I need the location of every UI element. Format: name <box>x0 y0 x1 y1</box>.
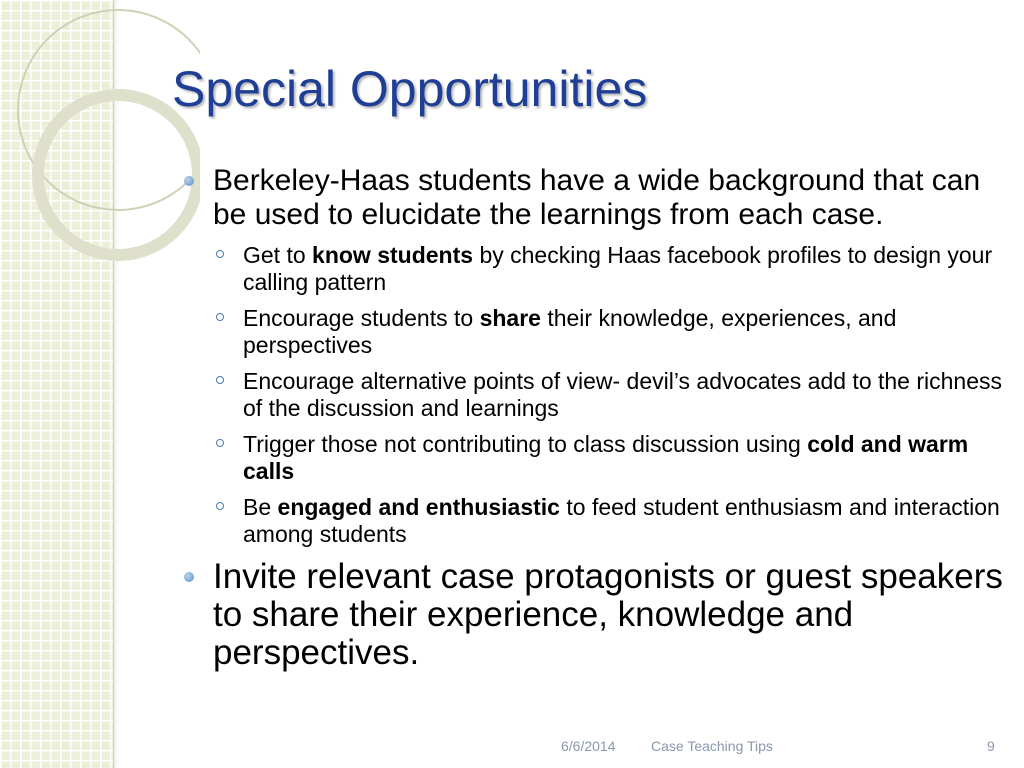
sub-bullet-emphasis: engaged and enthusiastic <box>277 494 560 520</box>
sub-bullet-emphasis: cold and warm calls <box>243 431 969 484</box>
bullet-item <box>184 558 1004 672</box>
sub-bullet-text: Encourage alternative points of view- devil’s advocates add to the richness of the discussion and learnings <box>243 368 1003 421</box>
ring-bullet-icon <box>216 313 224 321</box>
sub-bullet-text: to feed student enthusiasm and interaction among students <box>243 494 1000 547</box>
sub-bullet-text: Be <box>243 494 278 520</box>
sub-bullet-item <box>184 305 1004 359</box>
decorative-arcs <box>0 0 200 320</box>
sub-bullet-emphasis: know students <box>312 242 474 268</box>
sub-bullet-text: by checking Haas facebook profiles to design your calling pattern <box>243 242 993 295</box>
slide-number: 9 <box>987 738 995 754</box>
ring-bullet-icon <box>216 250 224 258</box>
sub-bullet-item <box>184 431 1004 485</box>
deco-ring-bottom <box>38 95 198 255</box>
sub-bullet-text: Get to <box>243 242 313 268</box>
bullet-text: Invite relevant case protagonists or guest speakers to share their experience, knowledge and perspectives. <box>213 557 1003 672</box>
sub-bullet-item <box>184 242 1004 296</box>
ring-bullet-icon <box>216 502 224 510</box>
footer-date: 6/6/2014 <box>561 738 616 754</box>
sub-bullet-text: Encourage students to <box>243 305 480 331</box>
slide-body <box>184 164 1004 682</box>
sub-bullet-item <box>184 494 1004 548</box>
sub-bullet-emphasis: share <box>479 305 541 331</box>
sub-bullet-text: their knowledge, experiences, and perspectives <box>243 305 897 358</box>
sub-bullet-text: Trigger those not contributing to class discussion using <box>243 431 808 457</box>
ring-bullet-icon <box>216 376 224 384</box>
footer-label: Case Teaching Tips <box>651 738 773 754</box>
bullet-dot-icon <box>184 572 194 582</box>
sub-bullet-item <box>184 368 1004 422</box>
slide-title: Special Opportunities <box>172 61 648 117</box>
bullet-text: Berkeley-Haas students have a wide background that can be used to elucidate the learnings from each case. <box>213 164 981 231</box>
bullet-dot-icon <box>184 176 194 186</box>
bullet-item <box>184 164 1004 232</box>
sub-bullet-list <box>184 242 1004 548</box>
ring-bullet-icon <box>216 439 224 447</box>
